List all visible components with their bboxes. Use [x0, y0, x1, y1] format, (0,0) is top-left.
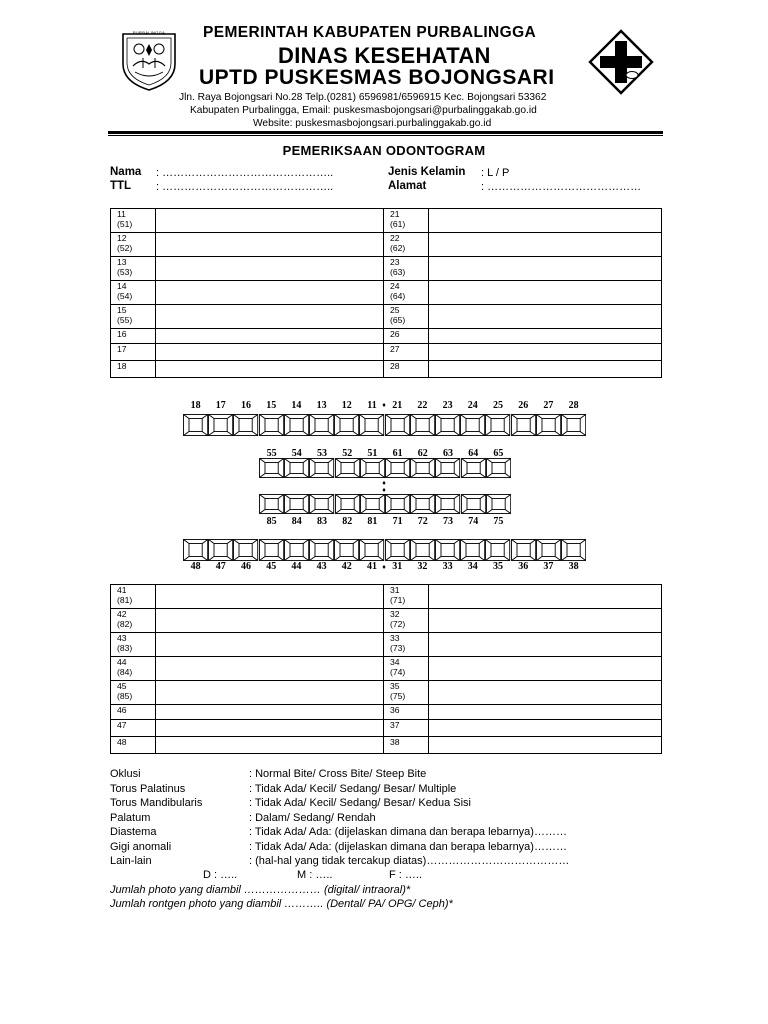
tooth-code: 35 — [390, 681, 400, 691]
rontgen-count-line[interactable]: Jumlah rontgen photo yang diambil ……….. (Dental/ PA/ OPG/ Ceph)* — [110, 898, 453, 910]
tooth-label: 23 — [442, 400, 453, 411]
letterhead-rule-thick — [108, 131, 663, 134]
table-row — [111, 681, 662, 705]
nama-field[interactable]: : ……………………………………….. — [156, 167, 334, 179]
tooth-code: 24 — [390, 281, 400, 291]
tooth-code: 37 — [390, 720, 400, 730]
tooth-label: 53 — [317, 448, 327, 459]
tooth-code: (73) — [390, 643, 406, 654]
tooth-box[interactable] — [334, 414, 359, 436]
tooth-box[interactable] — [284, 414, 309, 436]
tooth-label: 45 — [266, 561, 277, 572]
tooth-box[interactable] — [511, 414, 536, 436]
tooth-code: 27 — [390, 344, 400, 354]
tooth-code: 22 — [390, 233, 400, 243]
tooth-label: 71 — [392, 516, 403, 527]
alamat-label: Alamat — [388, 180, 427, 192]
tooth-number — [384, 257, 429, 281]
filled-count[interactable]: F : ….. — [389, 869, 422, 881]
midline-marker-center: ♦ — [382, 480, 386, 487]
tooth-label: 54 — [291, 448, 302, 459]
tooth-number — [111, 705, 156, 720]
tooth-label: 32 — [417, 561, 428, 572]
tooth-box[interactable] — [435, 458, 460, 478]
tooth-box[interactable] — [309, 458, 334, 478]
header-clinic: UPTD PUSKESMAS BOJONGSARI — [199, 66, 555, 89]
tooth-label: 37 — [543, 561, 554, 572]
header-department: DINAS KESEHATAN — [278, 43, 491, 68]
tooth-box[interactable] — [233, 539, 258, 561]
tooth-number — [384, 233, 429, 257]
table-row — [111, 209, 662, 233]
tooth-label: 44 — [291, 561, 302, 572]
tooth-box[interactable] — [359, 539, 384, 561]
ttl-label: TTL — [110, 180, 132, 192]
tooth-box[interactable] — [410, 414, 435, 436]
tooth-box[interactable] — [385, 458, 410, 478]
tooth-number — [384, 633, 429, 657]
tooth-code: (52) — [117, 243, 133, 254]
header-website: Website: puskesmasbojongsari.purbalinggakab.go.id — [253, 118, 492, 129]
tooth-number — [111, 305, 156, 329]
tooth-box[interactable] — [460, 539, 485, 561]
tooth-code: 18 — [117, 361, 127, 371]
tooth-label: 74 — [468, 516, 479, 527]
table-row — [111, 720, 662, 737]
tooth-code: 14 — [117, 281, 127, 291]
field-value[interactable]: : Dalam/ Sedang/ Rendah — [249, 811, 376, 824]
tooth-label: 38 — [568, 561, 579, 572]
tooth-code: 15 — [117, 305, 127, 315]
tooth-box[interactable] — [335, 458, 360, 478]
tooth-number — [384, 329, 429, 344]
form-title: PEMERIKSAAN ODONTOGRAM — [282, 143, 486, 158]
tooth-box[interactable] — [485, 539, 510, 561]
table-row — [111, 361, 662, 378]
header-email: Kabupaten Purbalingga, Email: puskesmasbojongsari@purbalinggakab.go.id — [190, 105, 537, 116]
tooth-box[interactable] — [335, 494, 360, 514]
tooth-code: 48 — [117, 737, 127, 747]
tooth-code: (64) — [390, 291, 406, 302]
tooth-code: 25 — [390, 305, 400, 315]
tooth-entry[interactable] — [156, 344, 384, 361]
tooth-box[interactable] — [183, 414, 208, 436]
logo-lettering: PURBALINGGA — [132, 30, 166, 35]
nama-label: Nama — [110, 166, 142, 178]
table-row — [111, 233, 662, 257]
tooth-label: 55 — [266, 448, 277, 459]
tooth-label: 27 — [543, 400, 554, 411]
tooth-number — [111, 609, 156, 633]
header-government: PEMERINTAH KABUPATEN PURBALINGGA — [203, 24, 537, 41]
tooth-number — [111, 329, 156, 344]
tooth-entry[interactable] — [156, 681, 384, 705]
tooth-number — [111, 681, 156, 705]
tooth-label: 34 — [467, 561, 478, 572]
midline-marker-lower: ♦ — [382, 564, 386, 571]
lower-teeth-table — [110, 584, 662, 754]
tooth-box[interactable] — [485, 414, 510, 436]
tooth-label: 31 — [392, 561, 403, 572]
table-row — [111, 329, 662, 344]
field-value[interactable]: : (hal-hal yang tidak tercakup diatas)………………………………… — [249, 855, 570, 867]
tooth-label: 33 — [442, 561, 453, 572]
field-label: Lain-lain — [110, 855, 152, 867]
tooth-box[interactable] — [461, 494, 486, 514]
tooth-code: 31 — [390, 585, 400, 595]
tooth-code: 12 — [117, 233, 127, 243]
tooth-label: 61 — [392, 448, 403, 459]
tooth-number — [384, 737, 429, 754]
tooth-box[interactable] — [284, 494, 309, 514]
tooth-label: 18 — [190, 400, 201, 411]
tooth-code: 38 — [390, 737, 400, 747]
tooth-label: 15 — [266, 400, 277, 411]
tooth-box[interactable] — [208, 539, 233, 561]
tooth-entry[interactable] — [429, 657, 662, 681]
tooth-code: 42 — [117, 609, 127, 619]
midline-marker-center: ♦ — [382, 487, 386, 494]
tooth-box[interactable] — [359, 414, 384, 436]
tooth-label: 85 — [266, 516, 277, 527]
tooth-entry[interactable] — [429, 281, 662, 305]
tooth-code: (74) — [390, 667, 406, 678]
tooth-code: 23 — [390, 257, 400, 267]
tooth-label: 75 — [493, 516, 504, 527]
tooth-entry[interactable] — [156, 585, 384, 609]
tooth-code: (54) — [117, 291, 133, 302]
tooth-label: 81 — [367, 516, 378, 527]
tooth-code: (72) — [390, 619, 406, 630]
tooth-code: 17 — [117, 344, 127, 354]
tooth-code: (84) — [117, 667, 133, 678]
tooth-entry[interactable] — [156, 209, 384, 233]
tooth-box[interactable] — [435, 414, 460, 436]
tooth-box[interactable] — [259, 414, 284, 436]
tooth-code: (85) — [117, 691, 133, 702]
tooth-number — [384, 657, 429, 681]
tooth-number — [111, 209, 156, 233]
tooth-box[interactable] — [284, 539, 309, 561]
table-row — [111, 737, 662, 754]
tooth-entry[interactable] — [429, 344, 662, 361]
tooth-number — [111, 361, 156, 378]
tooth-box[interactable] — [259, 539, 284, 561]
tooth-box[interactable] — [435, 539, 460, 561]
tooth-entry[interactable] — [156, 657, 384, 681]
tooth-entry[interactable] — [156, 361, 384, 378]
tooth-code: 11 — [117, 209, 126, 219]
tooth-code: (83) — [117, 643, 133, 654]
tooth-code: (81) — [117, 595, 133, 606]
tooth-code: (61) — [390, 219, 406, 230]
tooth-code: 45 — [117, 681, 127, 691]
tooth-code: (82) — [117, 619, 133, 630]
tooth-code: 33 — [390, 633, 400, 643]
field-label: Torus Mandibularis — [110, 797, 203, 809]
puskesmas-logo — [588, 29, 654, 95]
tooth-box[interactable] — [461, 458, 486, 478]
tooth-entry[interactable] — [156, 720, 384, 737]
field-label: Torus Palatinus — [110, 782, 186, 795]
table-row — [111, 257, 662, 281]
tooth-number — [384, 720, 429, 737]
tooth-label: 73 — [443, 516, 453, 527]
tooth-label: 52 — [342, 448, 353, 459]
tooth-code: 46 — [117, 705, 127, 715]
tooth-label: 36 — [518, 561, 529, 572]
tooth-box[interactable] — [208, 414, 233, 436]
tooth-box[interactable] — [309, 494, 334, 514]
tooth-code: 44 — [117, 657, 127, 667]
tooth-code: (51) — [117, 219, 133, 230]
table-row — [111, 585, 662, 609]
tooth-entry[interactable] — [156, 705, 384, 720]
tooth-label: 28 — [568, 400, 579, 411]
tooth-label: 83 — [317, 516, 327, 527]
tooth-label: 26 — [518, 400, 529, 411]
table-row — [111, 657, 662, 681]
decay-count[interactable]: D : ….. — [203, 869, 238, 881]
tooth-code: (55) — [117, 315, 133, 326]
field-label: Gigi anomali — [110, 840, 172, 853]
tooth-code: (65) — [390, 315, 406, 326]
tooth-label: 11 — [367, 400, 377, 411]
tooth-number — [111, 233, 156, 257]
tooth-label: 16 — [241, 400, 251, 411]
tooth-entry[interactable] — [429, 305, 662, 329]
tooth-number — [111, 720, 156, 737]
tooth-entry[interactable] — [429, 361, 662, 378]
tooth-entry[interactable] — [429, 609, 662, 633]
tooth-code: (75) — [390, 691, 406, 702]
tooth-box[interactable] — [334, 539, 359, 561]
tooth-label: 63 — [443, 448, 453, 459]
tooth-box[interactable] — [561, 414, 586, 436]
tooth-number — [384, 344, 429, 361]
tooth-label: 35 — [493, 561, 503, 572]
tooth-box[interactable] — [183, 539, 208, 561]
tooth-number — [384, 209, 429, 233]
tooth-code: (62) — [390, 243, 406, 254]
tooth-entry[interactable] — [429, 720, 662, 737]
alamat-field[interactable]: : …………………………………… — [481, 181, 642, 193]
tooth-number — [384, 705, 429, 720]
tooth-number — [111, 737, 156, 754]
tooth-box[interactable] — [360, 458, 385, 478]
midline-marker-upper: ♦ — [382, 402, 386, 409]
tooth-code: 32 — [390, 609, 400, 619]
tooth-label: 13 — [316, 400, 327, 411]
tooth-label: 14 — [291, 400, 302, 411]
tooth-label: 21 — [392, 400, 403, 411]
tooth-entry[interactable] — [156, 329, 384, 344]
tooth-box[interactable] — [410, 494, 435, 514]
tooth-box[interactable] — [309, 414, 334, 436]
tooth-code: (63) — [390, 267, 406, 278]
tooth-box[interactable] — [511, 539, 536, 561]
tooth-entry[interactable] — [429, 585, 662, 609]
tooth-entry[interactable] — [429, 209, 662, 233]
field-label: Palatum — [110, 811, 151, 824]
tooth-label: 41 — [367, 561, 377, 572]
tooth-entry[interactable] — [156, 281, 384, 305]
letterhead-rule-thin — [108, 135, 663, 136]
tooth-label: 25 — [493, 400, 503, 411]
tooth-code: 41 — [117, 585, 127, 595]
tooth-entry[interactable] — [156, 233, 384, 257]
field-value[interactable]: : Tidak Ada/ Ada: (dijelaskan dimana dan berapa lebarnya)……… — [249, 840, 567, 853]
tooth-box[interactable] — [259, 494, 284, 514]
table-row — [111, 705, 662, 720]
tooth-box[interactable] — [561, 539, 586, 561]
tooth-code: 36 — [390, 705, 400, 715]
tooth-number — [111, 633, 156, 657]
tooth-number — [384, 609, 429, 633]
tooth-code: 21 — [390, 209, 400, 219]
table-row — [111, 305, 662, 329]
tooth-box[interactable] — [284, 458, 309, 478]
tooth-entry[interactable] — [429, 737, 662, 754]
tooth-label: 72 — [417, 516, 428, 527]
tooth-box[interactable] — [410, 458, 435, 478]
tooth-code: (53) — [117, 267, 133, 278]
tooth-box[interactable] — [460, 414, 485, 436]
upper-teeth-table — [110, 208, 662, 378]
tooth-number — [384, 585, 429, 609]
tooth-number — [111, 657, 156, 681]
photo-count-line[interactable]: Jumlah photo yang diambil ………………… (digital/ intraoral)* — [110, 884, 411, 896]
tooth-entry[interactable] — [429, 257, 662, 281]
field-value[interactable]: : Tidak Ada/ Ada: (dijelaskan dimana dan berapa lebarnya)……… — [249, 826, 567, 838]
tooth-label: 17 — [215, 400, 226, 411]
table-row — [111, 344, 662, 361]
missing-count[interactable]: M : ….. — [297, 869, 333, 881]
tooth-label: 82 — [342, 516, 353, 527]
tooth-entry[interactable] — [429, 233, 662, 257]
table-row — [111, 633, 662, 657]
tooth-box[interactable] — [385, 414, 410, 436]
field-value[interactable]: : Tidak Ada/ Kecil/ Sedang/ Besar/ Kedua Sisi — [249, 797, 471, 809]
tooth-number — [111, 281, 156, 305]
tooth-code: 43 — [117, 633, 127, 643]
tooth-label: 22 — [417, 400, 428, 411]
tooth-code: 47 — [117, 720, 127, 730]
tooth-number — [384, 361, 429, 378]
tooth-box[interactable] — [360, 494, 385, 514]
tooth-entry[interactable] — [429, 633, 662, 657]
tooth-box[interactable] — [486, 458, 511, 478]
tooth-entry[interactable] — [429, 705, 662, 720]
tooth-code: 16 — [117, 329, 127, 339]
tooth-code: 26 — [390, 329, 400, 339]
tooth-label: 42 — [341, 561, 352, 572]
jenis-kelamin-label: Jenis Kelamin — [388, 166, 466, 178]
tooth-label: 48 — [190, 561, 201, 572]
tooth-entry[interactable] — [156, 633, 384, 657]
tooth-label: 46 — [241, 561, 251, 572]
tooth-label: 84 — [291, 516, 302, 527]
tooth-number — [384, 281, 429, 305]
tooth-entry[interactable] — [156, 737, 384, 754]
tooth-code: 28 — [390, 361, 400, 371]
tooth-code: 13 — [117, 257, 127, 267]
tooth-label: 65 — [493, 448, 504, 459]
tooth-number — [111, 257, 156, 281]
tooth-label: 62 — [417, 448, 428, 459]
tooth-label: 12 — [341, 400, 352, 411]
tooth-code: (71) — [390, 595, 406, 606]
tooth-box[interactable] — [259, 458, 284, 478]
tooth-box[interactable] — [309, 539, 334, 561]
tooth-box[interactable] — [233, 414, 258, 436]
tooth-entry[interactable] — [156, 305, 384, 329]
regency-logo — [117, 28, 181, 92]
tooth-label: 51 — [367, 448, 378, 459]
tooth-code: 34 — [390, 657, 400, 667]
tooth-box[interactable] — [435, 494, 460, 514]
tooth-number — [384, 681, 429, 705]
tooth-label: 47 — [215, 561, 226, 572]
field-label: Diastema — [110, 826, 157, 838]
tooth-entry[interactable] — [156, 257, 384, 281]
tooth-number — [111, 344, 156, 361]
field-value[interactable]: : Normal Bite/ Cross Bite/ Steep Bite — [249, 768, 427, 780]
tooth-label: 43 — [316, 561, 327, 572]
ttl-field[interactable]: : ……………………………………….. — [156, 181, 334, 193]
tooth-label: 64 — [468, 448, 479, 459]
tooth-number — [111, 585, 156, 609]
tooth-box[interactable] — [486, 494, 511, 514]
tooth-entry[interactable] — [429, 329, 662, 344]
tooth-number — [384, 305, 429, 329]
tooth-label: 24 — [467, 400, 478, 411]
field-value[interactable]: : Tidak Ada/ Kecil/ Sedang/ Besar/ Multiple — [249, 782, 457, 795]
jenis-kelamin-field[interactable]: : L / P — [481, 167, 510, 179]
tooth-box[interactable] — [410, 539, 435, 561]
field-label: Oklusi — [110, 768, 141, 780]
table-row — [111, 609, 662, 633]
table-row — [111, 281, 662, 305]
header-address: Jln. Raya Bojongsari No.28 Telp.(0281) 6596981/6596915 Kec. Bojongsari 53362 — [179, 92, 547, 103]
tooth-box[interactable] — [536, 414, 561, 436]
tooth-box[interactable] — [536, 539, 561, 561]
tooth-box[interactable] — [385, 539, 410, 561]
tooth-entry[interactable] — [429, 681, 662, 705]
tooth-box[interactable] — [385, 494, 410, 514]
tooth-entry[interactable] — [156, 609, 384, 633]
